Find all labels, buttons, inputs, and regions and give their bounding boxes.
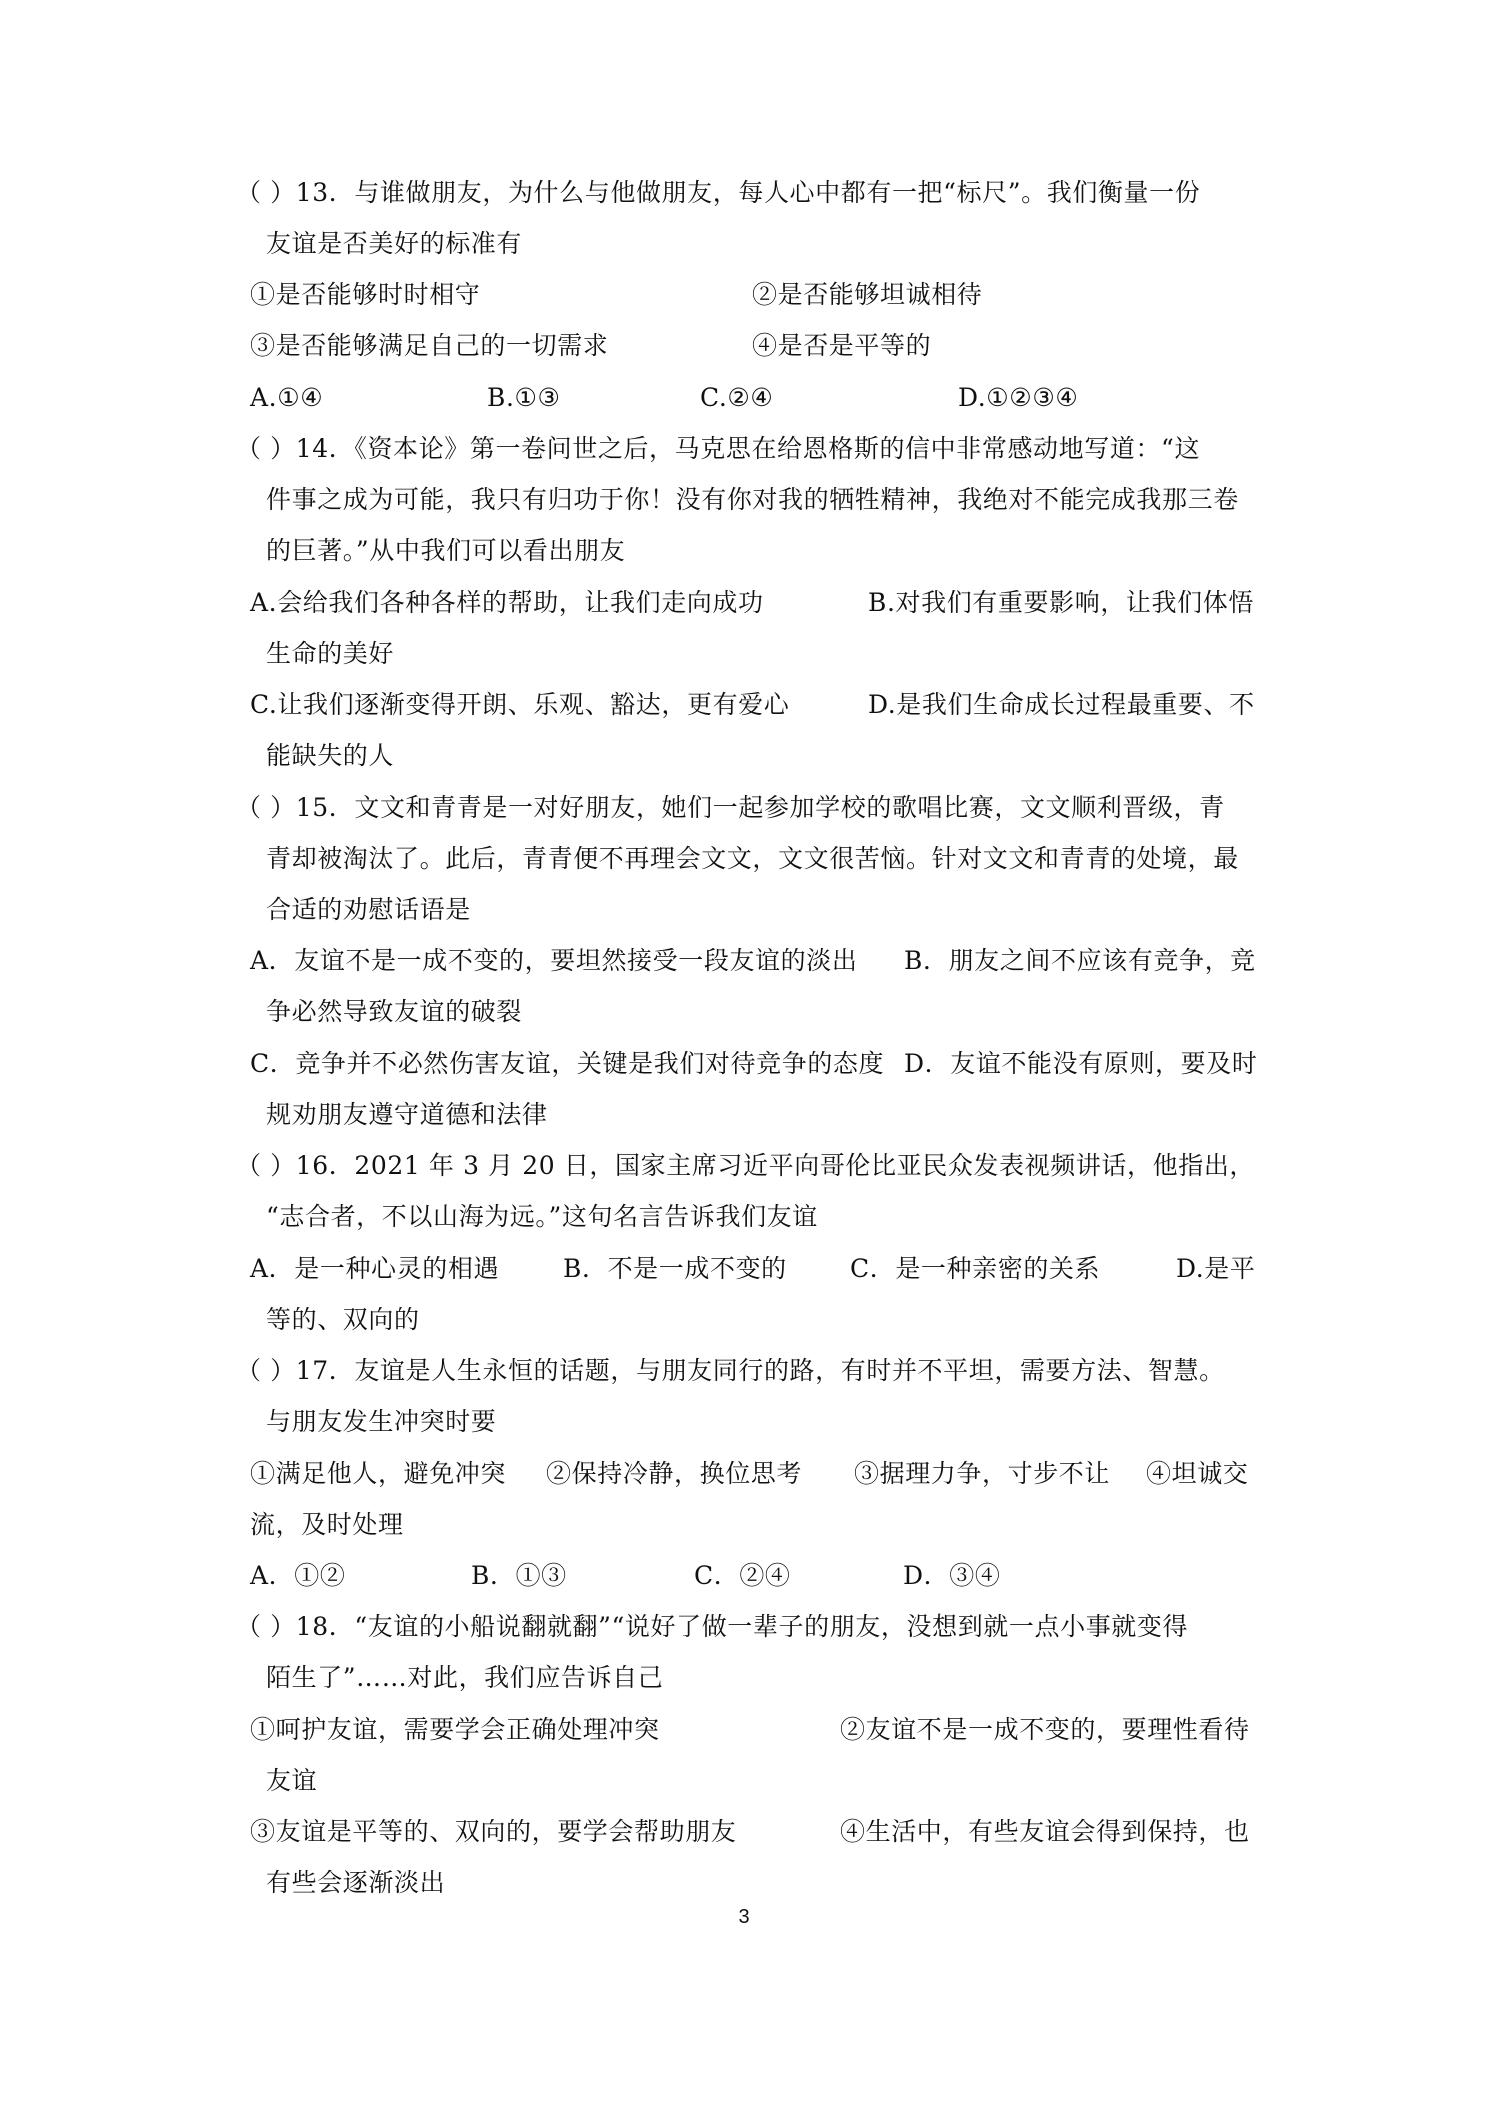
q13-stem-line-2: 友谊是否美好的标准有 [266,229,523,258]
q17-option-1: ①满足他人，避免冲突 [250,1459,507,1488]
q17-choice-c: C．②④ [694,1561,791,1590]
q14-stem-line-3: 的巨著。”从中我们可以看出朋友 [266,536,626,565]
q16-choice-d-line-1: D.是平 [1176,1254,1256,1283]
q13-option-3: ③是否能够满足自己的一切需求 [250,331,609,360]
q18-option-4-line-1: ④生活中，有些友谊会得到保持，也 [840,1817,1250,1846]
q13-option-4: ④是否是平等的 [752,331,932,360]
q14-choice-d-line-1: D.是我们生命成长过程最重要、不 [868,690,1255,719]
q14-stem-line-1: （ ）14．《资本论》第一卷问世之后，马克思在给恩格斯的信中非常感动地写道：“这 [236,434,1201,463]
q17-stem-line-1: （ ）17．友谊是人生永恒的话题，与朋友同行的路，有时并不平坦，需要方法、智慧。 [236,1356,1225,1385]
q16-choice-a: A．是一种心灵的相遇 [250,1254,500,1283]
q15-choice-c: C．竞争并不必然伤害友谊，关键是我们对待竞争的态度 [250,1049,885,1078]
q17-choice-b: B．①③ [471,1561,567,1590]
q16-stem-line-2: “志合者，不以山海为远。”这句名言告诉我们友谊 [266,1202,818,1231]
q14-choice-a: A.会给我们各种各样的帮助，让我们走向成功 [250,588,764,617]
q14-choice-c: C.让我们逐渐变得开朗、乐观、豁达，更有爱心 [250,690,790,719]
q18-stem-line-1: （ ）18．“友谊的小船说翻就翻”“说好了做一辈子的朋友，没想到就一点小事就变得 [236,1612,1189,1641]
q18-option-1: ①呵护友谊，需要学会正确处理冲突 [250,1715,660,1744]
q13-option-2: ②是否能够坦诚相待 [752,280,983,309]
q15-stem-line-2: 青却被淘汰了。此后，青青便不再理会文文，文文很苦恼。针对文文和青青的处境，最 [266,844,1239,873]
q14-choice-b-line-1: B.对我们有重要影响，让我们体悟 [868,588,1254,617]
q17-option-3: ③据理力争，寸步不让 [854,1459,1111,1488]
q16-stem-line-1: （ ）16．2021 年 3 月 20 日，国家主席习近平向哥伦比亚民众发表视频讲话，他指出， [236,1151,1256,1180]
q15-stem-line-3: 合适的劝慰话语是 [266,895,471,924]
q18-option-4-line-2: 有些会逐渐淡出 [266,1868,446,1897]
q16-choice-b: B．不是一成不变的 [563,1254,787,1283]
q18-option-3: ③友谊是平等的、双向的，要学会帮助朋友 [250,1817,737,1846]
q14-choice-b-line-2: 生命的美好 [266,639,395,668]
q13-choice-a: A.①④ [250,383,324,412]
q17-option-4-line-1: ④坦诚交 [1146,1459,1249,1488]
q15-choice-a: A．友谊不是一成不变的，要坦然接受一段友谊的淡出 [250,946,858,975]
q13-choice-b: B.①③ [487,383,561,412]
q17-choice-a: A．①② [250,1561,346,1590]
page-number: 3 [738,1906,750,1928]
q14-choice-d-line-2: 能缺失的人 [266,741,395,770]
q18-stem-line-2: 陌生了”……对此，我们应告诉自己 [266,1663,664,1692]
q18-option-2-line-2: 友谊 [266,1766,318,1795]
q17-choice-d: D．③④ [903,1561,1001,1590]
q14-stem-line-2: 件事之成为可能，我只有归功于你！没有你对我的牺牲精神，我绝对不能完成我那三卷 [266,485,1239,514]
q17-stem-line-2: 与朋友发生冲突时要 [266,1407,497,1436]
q18-option-2-line-1: ②友谊不是一成不变的，要理性看待 [840,1715,1250,1744]
q17-option-4-line-2: 流，及时处理 [250,1510,404,1539]
q15-choice-d-line-2: 规劝朋友遵守道德和法律 [266,1100,548,1129]
q13-option-1: ①是否能够时时相守 [250,280,481,309]
q15-choice-b-line-1: B．朋友之间不应该有竞争，竞 [904,946,1256,975]
q13-choice-d: D.①②③④ [958,383,1079,412]
q16-choice-d-line-2: 等的、双向的 [266,1305,420,1334]
q16-choice-c: C．是一种亲密的关系 [850,1254,1101,1283]
q15-choice-d-line-1: D．友谊不能没有原则，要及时 [904,1049,1258,1078]
q13-stem-line-1: （ ）13．与谁做朋友，为什么与他做朋友，每人心中都有一把“标尺”。我们衡量一份 [236,178,1201,207]
q17-option-2: ②保持冷静，换位思考 [546,1459,803,1488]
q13-choice-c: C.②④ [700,383,774,412]
q15-stem-line-1: （ ）15．文文和青青是一对好朋友，她们一起参加学校的歌唱比赛，文文顺利晋级，青 [236,793,1225,822]
q15-choice-b-line-2: 争必然导致友谊的破裂 [266,997,523,1026]
